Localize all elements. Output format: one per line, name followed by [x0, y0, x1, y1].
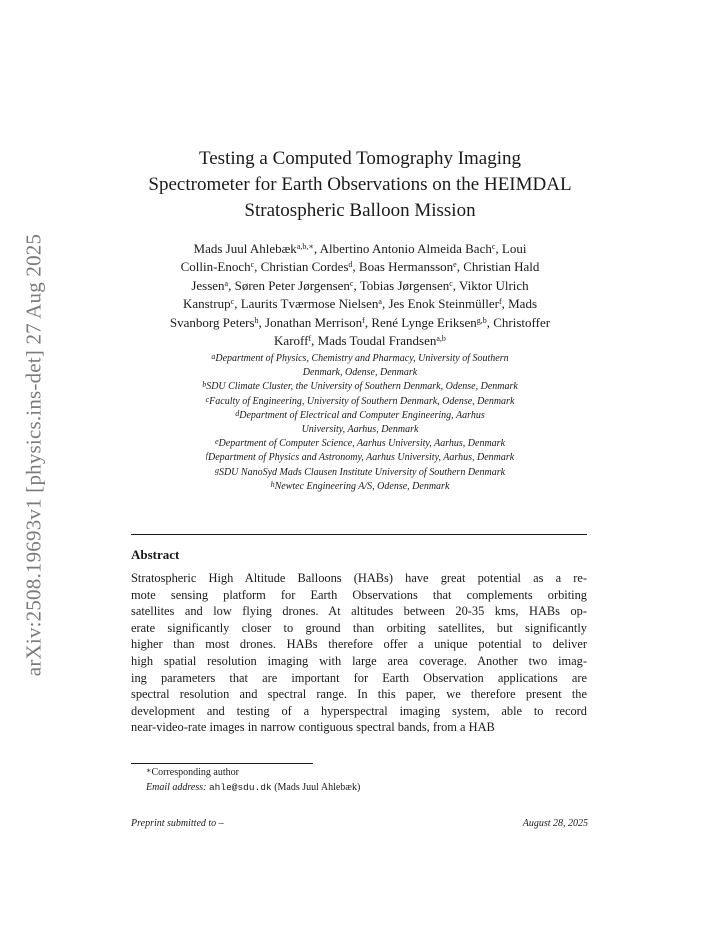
affiliation-list: [110, 352, 610, 494]
affiliation-continued: Denmark, Odense, Denmark: [302, 367, 418, 379]
corresponding-author-note: ∗Corresponding author: [146, 766, 239, 778]
abstract-line: near-video-rate images in narrow contiguous spectral bands, from a HAB: [131, 720, 495, 735]
author-line: Mads Juul Ahlebæk$^{a,b,∗}$, Albertino Antonio Almeida Bach$^c$, Loui: [193, 241, 527, 256]
affiliation: $^g$SDU NanoSyd Mads Clausen Institute University of Southern Denmark: [214, 465, 506, 478]
abstract-top-rule: [131, 534, 587, 535]
author: Karoff$^f$: [274, 333, 312, 349]
affiliation: $^c$Faculty of Engineering, University of Southern Denmark, Odense, Denmark: [205, 394, 515, 407]
affiliation: $^h$Newtec Engineering A/S, Odense, Denmark: [270, 479, 450, 492]
title-line: Stratospheric Balloon Mission: [244, 200, 476, 221]
abstract-body: [131, 570, 587, 736]
abstract-heading: Abstract: [131, 547, 180, 562]
paper-title: [100, 146, 620, 224]
abstract-line: spectral resolution and spectral range. In this paper, we therefore present the: [131, 687, 587, 702]
author: Laurits Tværmose Nielsen$^a$: [240, 296, 382, 312]
author: Collin-Enoch$^c$: [180, 259, 255, 275]
email-note: [146, 781, 360, 796]
title-line: Spectrometer for Earth Observations on the HEIMDAL: [148, 174, 572, 195]
preprint-date: August 28, 2025: [522, 818, 588, 829]
title-line: Testing a Computed Tomography Imaging: [198, 148, 522, 169]
abstract-line: development and testing of a hyperspectral imaging system, able to record: [131, 703, 587, 718]
author: René Lynge Eriksen$^{g,b}$: [371, 314, 487, 330]
affiliation: $^a$Department of Physics, Chemistry and Pharmacy, University of Southern: [211, 352, 509, 364]
author: Svanborg Peters$^h$: [169, 314, 259, 330]
author: Tobias Jørgensen$^c$: [359, 277, 453, 293]
author: Søren Peter Jørgensen$^c$: [234, 277, 354, 293]
author-line: Kanstrup$^c$, Laurits Tværmose Nielsen$^a$, Jes Enok Steinmüller$^f$, Mads: [182, 296, 538, 312]
arxiv-id: arXiv:2508.19693v1 [physics.ins-det] 27 Aug 2025: [21, 233, 46, 677]
author: Albertino Antonio Almeida Bach$^c$: [319, 241, 496, 256]
author: Mads Juul Ahlebæk$^{a,b,∗}$: [193, 241, 314, 256]
author: Kanstrup$^c$: [182, 296, 235, 312]
author-line: Collin-Enoch$^c$, Christian Cordes$^d$, Boas Hermansson$^e$, Christian Hald: [180, 259, 540, 275]
author-list: [110, 240, 610, 350]
author: Boas Hermansson$^e$: [358, 259, 457, 275]
abstract-line: mote sensing platform for Earth Observations that complements orbiting: [131, 587, 587, 602]
affiliation: $^d$Department of Electrical and Computer Engineering, Aarhus: [235, 408, 485, 421]
abstract-line: ing parameters that are important for Earth Observation applications are: [131, 670, 587, 685]
arxiv-sidebar-stamp: [14, 215, 54, 695]
email-label: Email address:: [146, 781, 207, 793]
abstract-line: higher than most drones. HABs therefore offer a unique potential to deliver: [131, 637, 587, 652]
author: Jonathan Merrison$^f$: [265, 314, 365, 330]
author-line: Karoff$^f$, Mads Toudal Frandsen$^{a,b}$: [274, 333, 446, 349]
abstract-line: erate significantly closer to ground than orbiting satellites, but significantly: [131, 620, 587, 635]
author: Mads Toudal Frandsen$^{a,b}$: [317, 333, 446, 349]
affiliation: $^b$SDU Climate Cluster, the University of Southern Denmark, Odense, Denmark: [202, 380, 518, 393]
author-line: Jessen$^a$, Søren Peter Jørgensen$^c$, Tobias Jørgensen$^c$, Viktor Ulrich: [191, 277, 529, 293]
affiliation: $^e$Department of Computer Science, Aarhus University, Aarhus, Denmark: [214, 437, 506, 450]
abstract-line: satellites and low flying drones. At altitudes between 20-35 kms, HABs op-: [131, 604, 587, 619]
author: Jessen$^a$: [191, 277, 229, 293]
email-link[interactable]: ahle@sdu.dk: [208, 781, 272, 793]
abstract-line: high spatial resolution imaging with large area coverage. Another two imag-: [131, 653, 587, 668]
affiliation: $^f$Department of Physics and Astronomy, Aarhus University, Aarhus, Denmark: [205, 451, 515, 464]
affiliation-continued: University, Aarhus, Denmark: [301, 424, 419, 436]
preprint-note: Preprint submitted to –: [131, 818, 224, 829]
author: Jes Enok Steinmüller$^f$: [388, 296, 502, 312]
footnote-rule: [131, 763, 313, 764]
abstract-line: Stratospheric High Altitude Balloons (HABs) have great potential as a re-: [131, 571, 587, 585]
email-owner: (Mads Juul Ahlebæk): [274, 781, 361, 793]
author: Christian Cordes$^d$: [260, 259, 353, 275]
author-line: Svanborg Peters$^h$, Jonathan Merrison$^f$, René Lynge Eriksen$^{g,b}$, Christoffer: [169, 314, 551, 330]
footnote: [146, 766, 360, 795]
